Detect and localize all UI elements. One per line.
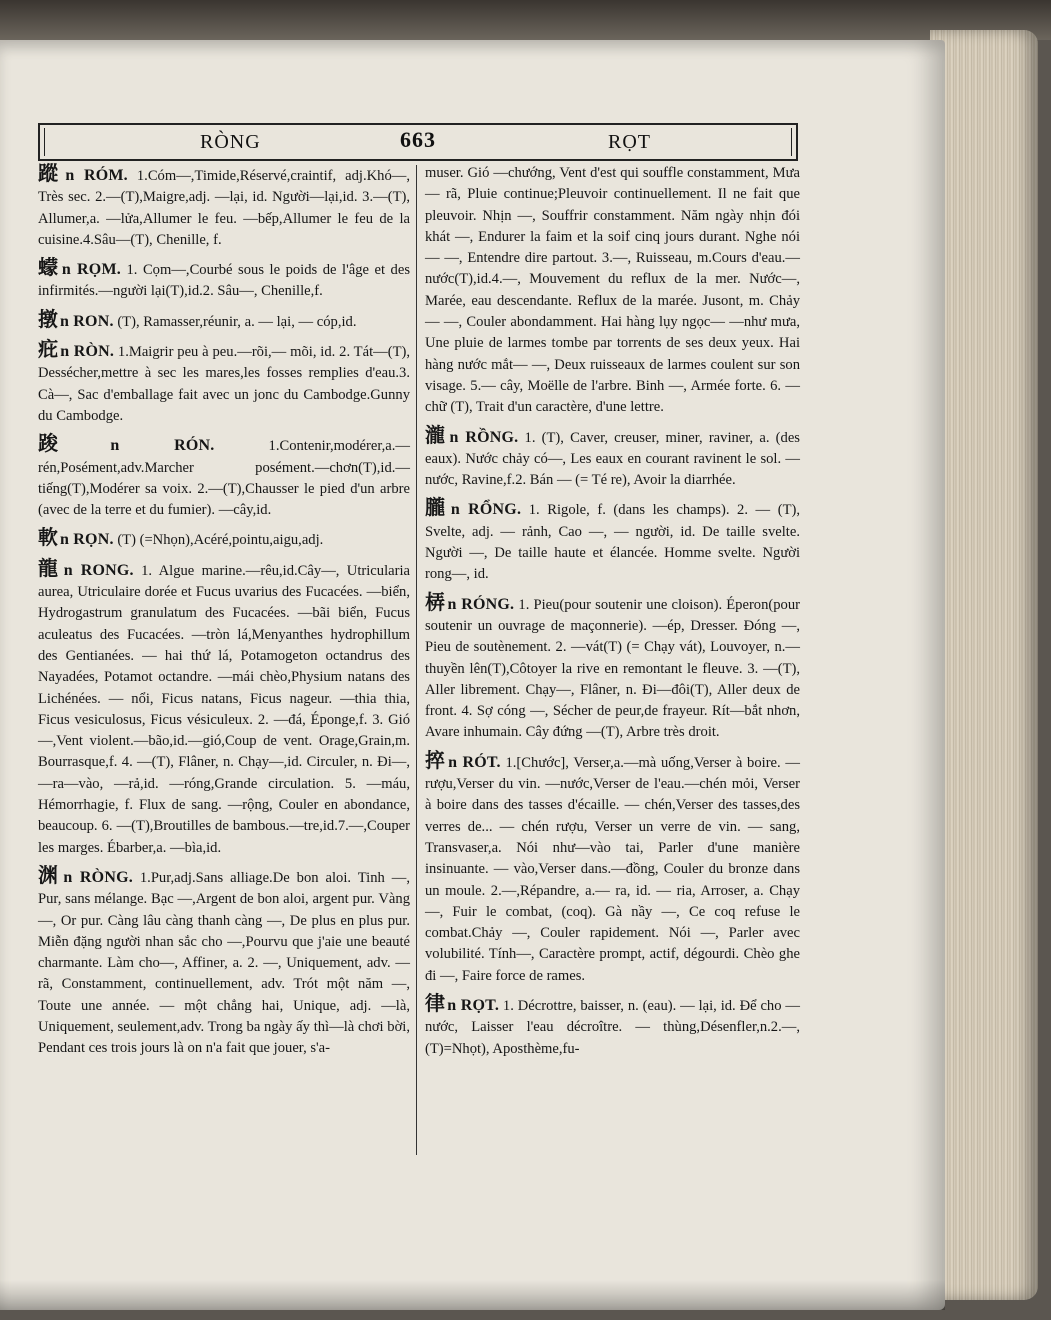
entry-character: 瀧: [425, 422, 448, 447]
dictionary-entry: [38, 862, 410, 1060]
entry-definition: 1.Cóm—,Timide,Réservé,craintif, adj.Khó—, Très sec. 2.—(T),Maigre,adj. —lại, id. Người—lại,id. 3.—(T), Allumer,a. —lửa,Allumer le feu. —bếp,Allumer le feu de la cuisine.4.Sâu—(T), Chenille, f.: [38, 168, 411, 248]
right-column: [425, 163, 800, 1066]
entry-character: 蹤: [38, 161, 64, 185]
entry-character: 朧: [425, 495, 449, 520]
dictionary-entry: [425, 422, 800, 492]
entry-headword: n RONG.: [63, 561, 134, 579]
entry-headword: n RÓM.: [65, 167, 128, 184]
entry-definition: 1. Cọm—,Courbé sous le poids de l'âge et des infirmités.—người lại(T),id.2. Sâu—, Chenille,f.: [38, 262, 410, 300]
left-column: [38, 163, 410, 1066]
entry-headword: n RỌT.: [447, 996, 500, 1014]
entry-definition: 1. Pieu(pour soutenir une cloison). Éperon(pour soutenir un ouvrage de maçonnerie). —ép, Dresser. Đóng —, Pieu de soutènement. 2. —vát(T) (= Chạy vát), Louvoyer, n.—thuyền lên(T),Côtoyer la rive en remontant le fleuve. 3. —(T), Aller librement. Chạy—, Flâner, n. Đi—đôi(T), Aller deux de front. 4. Sợ cóng —, Sécher de peur,de frayeur. Rít—bắt nhơn, Avare inhumain. Cây đứng —(T), Arbre très droit.: [425, 596, 801, 741]
entry-character: 疪: [38, 337, 59, 362]
dictionary-entry: [38, 306, 410, 333]
entry-headword: n RÓT.: [448, 753, 501, 771]
entry-headword: n RÓN.: [110, 437, 215, 455]
entry-headword: n RỌN.: [60, 531, 114, 549]
entry-headword: n RỒNG.: [449, 428, 519, 446]
book-page-edges: [930, 30, 1038, 1300]
entry-definition: 1.[Chước], Verser,a.—mà uống,Verser à boire. —rượu,Verser du vin. —nước,Verser de l'eau.—chén mỏi, Verser à boire dans des tasses d'écaille. — chén,Verser des tasses,des verres de... — chén rượu, Verser un verre de vin. — sang, Transvaser,a. Nói như—vào tai, Parler d'une manière insinuante. — vào,Verser dans.—đồng, Couler du bronze dans un moule. 2.—,Répandre, a.— ra, id. — ria, Arroser, a. Chạy —, Fuir le combat, (coq). Gà nầy —, Ce coq refuse le combat.Chảy —, Couler rapidement. Nói —, Parler avec volubilité. Tính—, Caractère prompt, actif, dégourdi. Chèo ghe đi —, Faire force de rames.: [425, 754, 800, 984]
entry-definition: 1. Décrottre, baisser, n. (eau). — lại, id. Để cho — nước, Laisser l'eau décroître. — thùng,Désenfler,n.2.—,(T)=Nhọt), Aposthème,fu-: [425, 997, 800, 1057]
dictionary-entry: [425, 747, 800, 987]
dictionary-entry-continued: [425, 163, 800, 419]
entry-headword: n RỔNG.: [450, 501, 522, 519]
dictionary-entry: [425, 589, 801, 744]
page-number: 663: [400, 127, 436, 152]
entry-headword: n RON.: [60, 312, 114, 330]
entry-character: 渊: [38, 862, 62, 887]
entry-character: 撴: [38, 306, 58, 331]
entry-headword: n RỌM.: [61, 261, 121, 279]
entry-character: 龍: [38, 555, 62, 580]
header-first-word: RÒNG: [200, 131, 261, 153]
entry-definition: (T) (=Nhọn),Acéré,pointu,aigu,adj.: [117, 532, 324, 549]
entry-headword: n RÒNG.: [63, 868, 133, 886]
dictionary-entry: [425, 497, 800, 585]
entry-character: 捽: [425, 747, 447, 772]
entry-character: 律: [425, 990, 446, 1015]
entry-character: 梇: [425, 589, 446, 614]
entry-definition: muser. Gió —chướng, Vent d'est qui souffle constamment, Mưa— rã, Pluie continue;Pleuvoir continuellement. Il ne fait que pleuvoir. Nhịn —, Souffrir constamment. Năm ngày nhịn đói khát —, Endurer la faim et la soif cinq jours durant. Nghe nói — —, Entendre dire partout. 3.—, Ruisseau, m.Cours d'eau.—nước(T),id.4.—, Mouvement du reflux de la mer. Nước—, Marée, eau descendante. Reflux de la marée. Jusont, m. Chảy — —, Couler abondamment. Hai hàng lụy ngọc— —như mưa, Une pluie de larmes tombe par torrents de ses deux yeux. Hai hàng nước mắt— —, Deux ruisseaux de larmes coulent sur son visage. 5.— cây, Moëlle de l'arbre. Binh —, Armée forte. 6. — chữ (T), Trait d'un caractère, d'une lettre.: [425, 165, 800, 416]
entry-definition: 1. Algue marine.—rêu,id.Cây—, Utricularia aurea, Utriculaire dorée et Fucus uvarius des Fucacées. —biển, Hydrogastrum granulatum des Fucacées. —bãi biển, Fucus aculeatus des Fucacées. —tròn lá,Menyanthes hydrophillum des Gentianées. — hai thứ lá, Potamogeton octandrus des Nayadées, Potamot octandre. —mái chèo,Physium natans des Lichénées. — nổi, Ficus natans, Ficus nageur. —thia thia, Ficus vesiculosus, Ficus vésiculeux. 2. —đá, Éponge,f. 3. Gió—,Vent violent.—bão,id.—gió,Coup de vent. Orage,Grain,m. Bourrasque,f. 4. —(T), Flâner, n. Chạy—,id. Circuler, n. Đi—, —ra—vào, —rả,id. —róng,Grande circulation. 5. —máu, Hémorrhagie, f. Flux de sang. —rộng, Couler en abondance, beaucoup. 6. —(T),Broutilles de bambous.—tre,id.7.—,Couper les marges. Ébarber,a. —bìa,id.: [38, 562, 410, 856]
column-divider: [416, 165, 417, 1155]
entry-character: 踆: [38, 431, 109, 456]
dictionary-entry: [38, 555, 410, 859]
entry-definition: 1.Maigrir peu à peu.—rõi,— mõi, id. 2. Tát—(T), Dessécher,mettre à sec les mares,les fosses remplies d'eau.3. Cà—, Sac d'emballage fait avec un jonc du Cambodge.Gunny du Cambodge.: [38, 344, 410, 424]
entry-headword: n RÒN.: [60, 343, 115, 361]
dictionary-entry: [38, 433, 410, 521]
dictionary-entry: [38, 527, 410, 551]
dictionary-entry: [38, 339, 410, 427]
dictionary-entry: [38, 163, 410, 251]
header-last-word: RỌT: [608, 131, 651, 153]
entry-character: 軟: [38, 525, 58, 550]
page-bottom-shadow: [0, 1280, 945, 1310]
entry-character: 蠓: [38, 255, 60, 280]
entry-definition: 1. Rigole, f. (dans les champs). 2. — (T), Svelte, adj. — rảnh, Cao —, — người, id. De taille svelte. Người —, De taille haute et élancée. Homme svelte. Người rong—, id.: [425, 502, 800, 583]
entry-definition: 1.Contenir,modérer,a.—rén,Posément,adv.Marcher posément.—chơn(T),id.—tiếng(T),Modérer sa voix. 2.—(T),Chausser le pied d'un arbre (avec de la terre et du fumier). —cây,id.: [38, 438, 411, 519]
entry-definition: (T), Ramasser,réunir, a. — lại, — cóp,id.: [117, 313, 357, 330]
entry-definition: 1.Pur,adj.Sans alliage.De bon aloi. Tinh —, Pur, sans mélange. Bạc —,Argent de bon aloi, argent pur. Vàng —, Or pur. Càng lâu càng thanh càng —, De plus en plus pur. Miễn đặng người nhan sắc cho —,Pourvu que j'aie une beauté charmante. Làm cho—, Affiner, a. 2. —, Uniquement, adv. — rã, Constamment, continuellement, adv. Trót một năm —, Toute une année. — một chẳng hai, Unique, adj. —là, Uniquement, seulement,adv. Trong ba ngày ấy thì—là chơi bời, Pendant ces trois jours là on n'a fait que jouer, s'a-: [38, 869, 410, 1057]
entry-definition: 1. (T), Caver, creuser, miner, raviner, a. (des eaux). Nước chảy có—, Les eaux en courant ravinent le sol. — nước, Ravine,f.2. Bán — (= Té re), Avoir la diarrhée.: [425, 429, 800, 489]
running-header: [38, 123, 798, 161]
entry-headword: n RÓNG.: [447, 595, 515, 613]
dictionary-entry: [425, 990, 800, 1060]
book-cover-top: [0, 0, 1051, 40]
dictionary-entry: [38, 257, 410, 303]
